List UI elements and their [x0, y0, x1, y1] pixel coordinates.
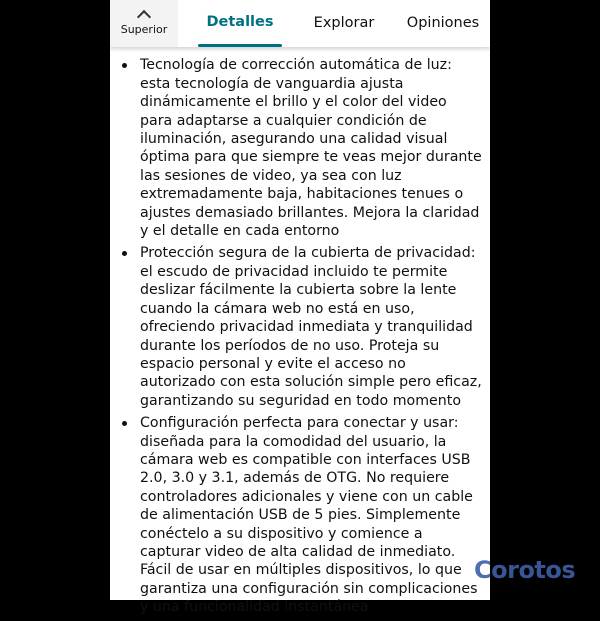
- bullet-dot-icon: [122, 63, 127, 68]
- tab-opiniones[interactable]: [396, 0, 490, 47]
- feature-bullet: [110, 244, 490, 410]
- tab-detalles[interactable]: [188, 0, 292, 47]
- feature-bullet-text: Protección segura de la cubierta de privacidad: el escudo de privacidad incluido te permite deslizar fácilmente la cubierta sobre la lente cuando la cámara web no está en uso, ofreciendo privacidad inmediata y tranquilidad durante los períodos de no uso. Proteja su espacio personal y evite el acceso no autorizado con esta solución simple pero eficaz, garantizando su seguridad en todo momento: [140, 245, 482, 409]
- feature-bullet: [110, 56, 490, 240]
- feature-bullet-text: Configuración perfecta para conectar y usar: diseñada para la comodidad del usuario, la cámara web es compatible con interfaces USB 2.0, 3.0 y 3.1, además de OTG. No requiere controladores adicionales y viene con un cable de alimentación USB de 5 pies. Simplemente conéctelo a su dispositivo y comience a capturar video de alta calidad de inmediato. Fácil de usar en múltiples dispositivos, lo que garantiza una configuración sin complicaciones y una funcionalidad instantánea: [140, 415, 478, 616]
- feature-bullet: [110, 414, 490, 616]
- bullet-dot-icon: [122, 251, 127, 256]
- tab-explorar-label: Explorar: [313, 15, 375, 31]
- section-nav-bar: [110, 0, 490, 47]
- feature-bullet-text: Tecnología de corrección automática de luz: esta tecnología de vanguardia ajusta dinámicamente el brillo y el color del video para adaptarse a cualquier condición de iluminación, asegurando una calidad visual óptima para que siempre te veas mejor durante las sesiones de video, ya sea con luz extremadamente baja, habitaciones tenues o ajustes demasiado brillantes. Mejora la claridad y el detalle en cada entorno: [140, 57, 482, 240]
- scroll-to-top-label: Superior: [120, 23, 168, 36]
- tab-detalles-label: Detalles: [206, 14, 274, 30]
- active-tab-indicator: [198, 44, 282, 47]
- bullet-dot-icon: [122, 421, 127, 426]
- chevron-up-icon: [137, 10, 151, 24]
- scroll-to-top-button[interactable]: [110, 0, 178, 47]
- corotos-watermark-logo: Corotos: [474, 556, 576, 584]
- product-details-content: [110, 34, 490, 621]
- tab-explorar[interactable]: [292, 0, 396, 47]
- feature-bullet-list: [110, 34, 490, 617]
- tab-opiniones-label: Opiniones: [406, 15, 480, 31]
- app-screen: [110, 0, 490, 616]
